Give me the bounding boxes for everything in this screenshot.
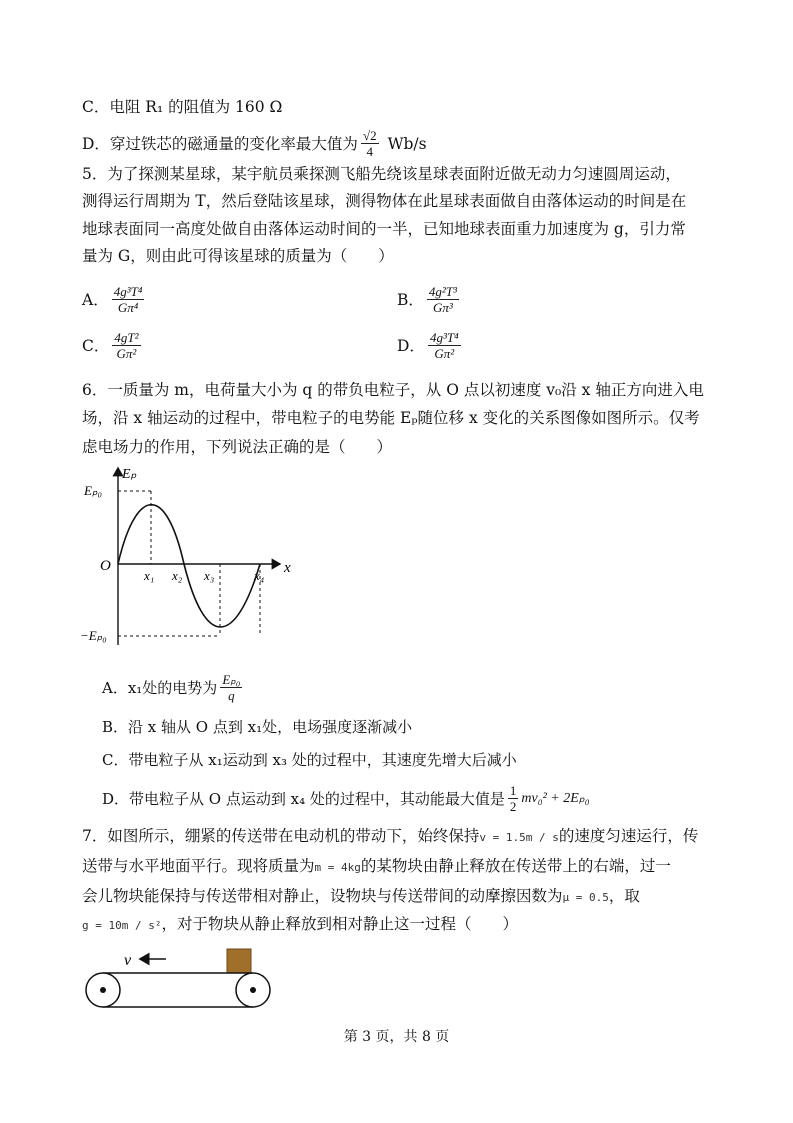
q6-stem-line3: 虑电场力的作用，下列说法正确的是（ ） — [82, 438, 393, 456]
q7-conveyor-figure — [84, 945, 284, 1020]
q6-option-d-text: D．带电粒子从 O 点运动到 x₄ 处的过程中，其动能最大值是 — [102, 789, 505, 808]
q6-option-d — [102, 783, 590, 814]
q7-line3-text-a: 会儿物块能保持与传送带相对静止，设物块与传送带间的动摩擦因数为 — [82, 887, 563, 905]
q5-option-b-fraction — [427, 284, 459, 315]
q5-option-a — [82, 284, 147, 315]
q6-option-a-text: A．x₁处的电势为 — [102, 678, 218, 697]
q6-option-d-expr: mv₀² + 2Eₚ₀ — [521, 790, 590, 806]
q7-velocity-label: v — [124, 952, 132, 969]
q6-xtick-3: x₃ — [204, 568, 215, 583]
q4-option-d-text: D．穿过铁芯的磁通量的变化率最大值为 — [82, 134, 358, 153]
q5-option-c — [82, 330, 144, 361]
q5-option-d-num: 4g³T⁴ — [429, 330, 459, 345]
q5-stem-line1: 5．为了探测某星球，某宇航员乘探测飞船先绕该星球表面附近做无动力匀速圆周运动， — [82, 165, 681, 183]
q5-stem-line4: 量为 G，则由此可得该星球的质量为（ ） — [82, 247, 394, 265]
q7-left-axle — [100, 987, 106, 993]
q4-option-c: C．电阻 R₁ 的阻值为 160 Ω — [82, 98, 283, 116]
q6-option-a-den: q — [228, 688, 235, 703]
q7-line3-text-b: ，取 — [608, 887, 640, 905]
q5-option-c-label: C． — [82, 336, 110, 355]
q7-line1-text-a: 7．如图所示，绷紧的传送带在电动机的带动下，始终保持 — [82, 827, 480, 845]
q6-x-label: x — [284, 560, 291, 576]
q5-option-d-label: D． — [397, 336, 425, 355]
q6-ytop-label: Eₚ₀ — [84, 483, 103, 498]
q7-block — [227, 949, 251, 973]
q6-option-c: C．带电粒子从 x₁运动到 x₃ 处的过程中，其速度先增大后减小 — [102, 751, 517, 769]
q5-stem-line3: 地球表面同一高度处做自由落体运动时间的一半，已知地球表面重力加速度为 g，引力常 — [82, 220, 686, 238]
q4-option-d-fraction — [361, 128, 379, 159]
q5-option-a-num: 4g³T⁴ — [113, 284, 143, 299]
q5-option-d-den: Gπ² — [434, 346, 455, 361]
page-footer: 第 3 页，共 8 页 — [343, 1029, 450, 1045]
q5-option-d — [397, 330, 464, 361]
q6-option-d-num: 1 — [509, 783, 517, 798]
q4-option-d-denominator: 4 — [366, 144, 373, 159]
q6-xtick-4: x₄ — [254, 568, 265, 583]
q4-option-d — [82, 128, 427, 159]
q6-xtick-1: x₁ — [144, 568, 155, 583]
q5-option-a-label: A． — [82, 290, 109, 309]
q5-option-d-fraction — [428, 330, 461, 361]
q6-origin-label: O — [100, 558, 111, 574]
q4-option-d-numerator: √2 — [362, 128, 377, 143]
q7-stem-line2 — [82, 856, 671, 878]
q7-gravity: g = 10m / s² — [82, 919, 162, 932]
q7-right-axle — [250, 987, 256, 993]
q5-option-b-label: B． — [397, 290, 424, 309]
q6-ep-graph — [80, 460, 300, 650]
q7-stem-line3 — [82, 886, 640, 908]
q7-mu: μ = 0.5 — [562, 891, 609, 904]
q5-stem-line2: 测得运行周期为 T，然后登陆该星球，测得物体在此星球表面做自由落体运动的时间是在 — [82, 192, 687, 210]
q6-option-a-fraction — [220, 672, 242, 703]
q5-option-b — [397, 284, 462, 315]
q6-option-a — [102, 672, 245, 703]
q5-option-c-num: 4gT² — [114, 330, 139, 345]
q7-stem-line1 — [82, 826, 698, 848]
q6-ep-curve — [118, 505, 260, 627]
q6-y-label: Eₚ — [122, 467, 137, 482]
q6-option-b: B．沿 x 轴从 O 点到 x₁处，电场强度逐渐减小 — [102, 718, 413, 736]
q6-stem-line1: 6．一质量为 m，电荷量大小为 q 的带负电粒子，从 O 点以初速度 v₀沿 x 轴正方向进入电 — [82, 381, 704, 399]
q6-option-d-fraction — [508, 783, 519, 814]
q6-option-d-den: 2 — [509, 799, 517, 814]
q5-option-b-num: 4g²T³ — [428, 284, 457, 299]
q7-stem-line4 — [82, 914, 518, 936]
q5-option-c-fraction — [112, 330, 140, 361]
q7-velocity: v = 1.5m / s — [479, 831, 559, 844]
q7-line4-text: ，对于物块从静止释放到相对静止这一过程（ ） — [161, 915, 518, 933]
q6-option-a-num: Eₚ₀ — [222, 672, 241, 687]
q6-ybottom-label: −Eₚ₀ — [80, 628, 107, 643]
q6-stem-line2: 场，沿 x 轴运动的过程中，带电粒子的电势能 Eₚ随位移 x 变化的关系图像如图所示。仅考 — [82, 409, 700, 427]
q7-line2-text-b: 的某物块由静止释放在传送带上的右端，过一 — [360, 857, 671, 875]
q6-xtick-2: x₂ — [172, 568, 183, 583]
q7-line2-text-a: 送带与水平地面平行。现将质量为 — [82, 857, 315, 875]
q7-mass: m = 4kg — [314, 861, 361, 874]
q5-option-a-den: Gπ⁴ — [117, 300, 139, 315]
q5-option-c-den: Gπ² — [116, 346, 137, 361]
q5-option-a-fraction — [112, 284, 145, 315]
q7-line1-text-b: 的速度匀速运行，传 — [558, 827, 699, 845]
q4-option-d-unit: Wb/s — [387, 134, 427, 153]
q5-option-b-den: Gπ³ — [433, 300, 453, 315]
